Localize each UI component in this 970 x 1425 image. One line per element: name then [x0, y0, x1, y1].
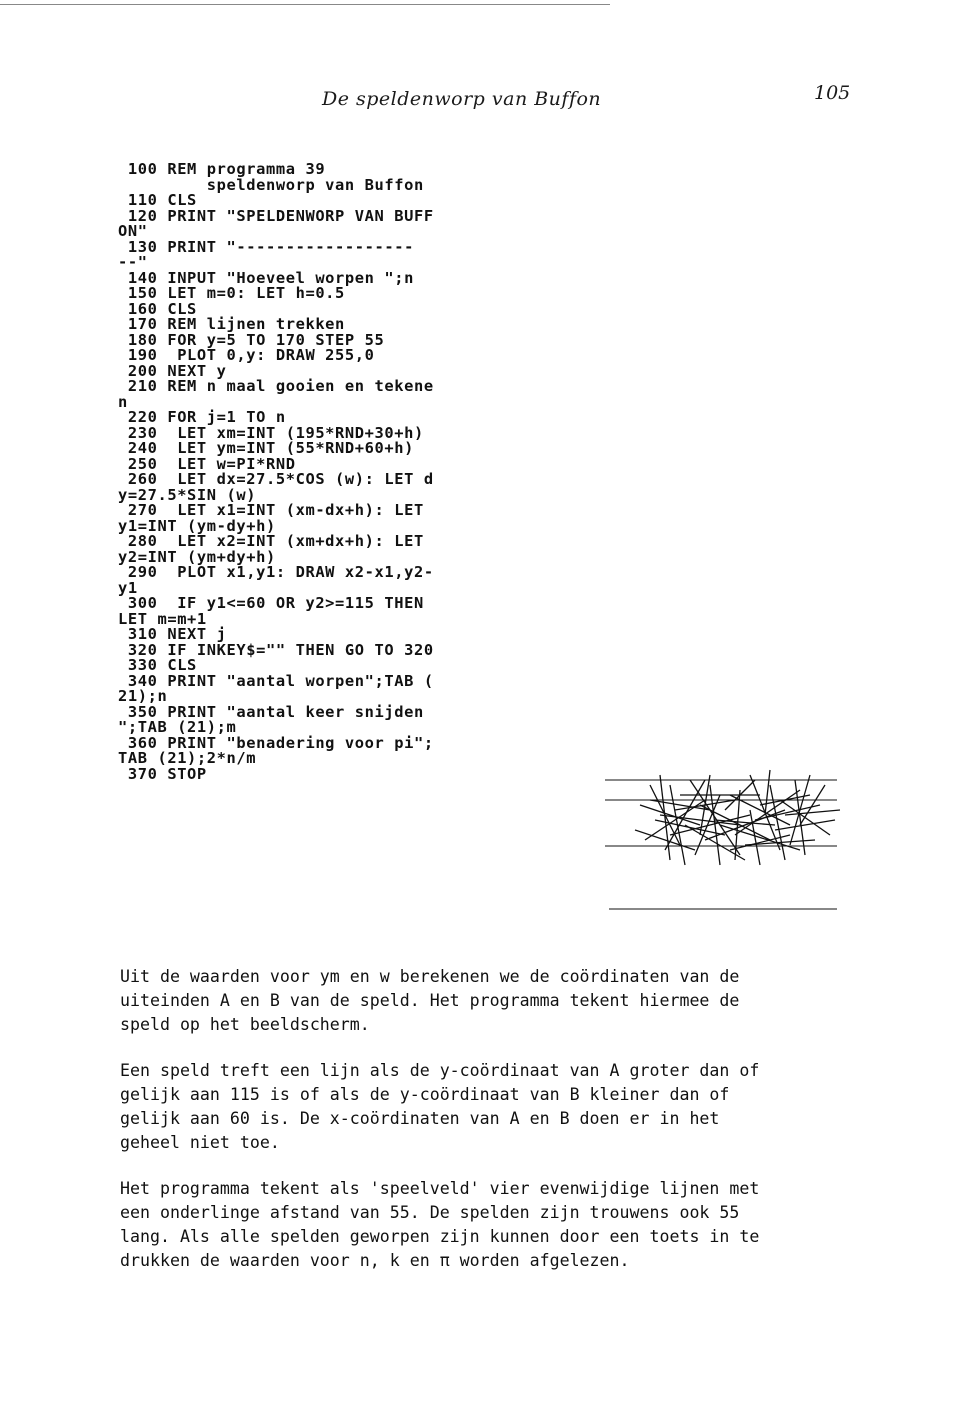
paragraph-line: een onderlinge afstand van 55. De spelden zijn trouwens ook 55: [120, 1203, 740, 1222]
code-line: n: [118, 392, 128, 411]
paragraph-line: gelijk aan 115 is of als de y-coördinaat van B kleiner dan of: [120, 1085, 730, 1104]
code-line: 150 LET m=0: LET h=0.5: [118, 284, 345, 302]
code-line: LET m=m+1: [118, 609, 207, 628]
code-line: speldenworp van Buffon: [118, 175, 424, 194]
needle: [660, 775, 670, 860]
paragraph-line: lang. Als alle spelden geworpen zijn kunnen door een toets in te: [120, 1227, 760, 1246]
code-line: 180 FOR y=5 TO 170 STEP 55: [118, 330, 385, 349]
paragraph-line: uiteinden A en B van de speld. Het programma tekent hiermee de: [120, 991, 740, 1010]
code-line: 100 REM programma 39: [118, 160, 326, 178]
running-title: De speldenworp van Buffon: [322, 88, 602, 110]
code-line: TAB (21);2*n/m: [118, 749, 257, 767]
paragraph-line: geheel niet toe.: [120, 1133, 280, 1152]
needle: [795, 780, 805, 855]
code-line: ON": [118, 222, 148, 240]
code-line: 120 PRINT "SPELDENWORP VAN BUFF: [118, 206, 434, 225]
paragraph-line: Het programma tekent als 'speelveld' vier evenwijdige lijnen met: [120, 1179, 760, 1198]
code-line: 140 INPUT "Hoeveel worpen ";n: [118, 268, 414, 287]
needle-group: [635, 770, 840, 865]
code-line: 130 PRINT "------------------: [118, 237, 414, 256]
code-line: y=27.5*SIN (w): [118, 485, 257, 504]
code-line: 340 PRINT "aantal worpen";TAB (: [118, 671, 434, 690]
code-line: 350 PRINT "aantal keer snijden: [118, 702, 424, 721]
needle: [770, 785, 785, 860]
code-line: 170 REM lijnen trekken: [118, 315, 345, 333]
code-line: y1: [118, 578, 138, 597]
code-line: 250 LET w=PI*RND: [118, 454, 296, 473]
code-line: 270 LET x1=INT (xm-dx+h): LET: [118, 501, 424, 519]
code-line: 320 IF INKEY$="" THEN GO TO 320: [118, 640, 434, 659]
code-line: 240 LET ym=INT (55*RND+60+h): [118, 439, 414, 457]
paragraph-3: [120, 1177, 840, 1273]
code-line: 370 STOP: [118, 764, 207, 783]
code-line: 360 PRINT "benadering voor pi";: [118, 733, 434, 752]
needle: [800, 785, 825, 825]
needle: [670, 785, 685, 865]
code-line: y1=INT (ym-dy+h): [118, 516, 276, 535]
paragraph-line: gelijk aan 60 is. De x-coördinaten van A en B doen er in het: [120, 1109, 720, 1128]
code-line: 280 LET x2=INT (xm+dx+h): LET: [118, 532, 424, 550]
code-line: 310 NEXT j: [118, 625, 227, 643]
paragraph-line: speld op het beeldscherm.: [120, 1015, 370, 1034]
code-line: 110 CLS: [118, 191, 197, 209]
code-line: 330 CLS: [118, 656, 197, 674]
top-rule: [0, 4, 610, 5]
code-line: 190 PLOT 0,y: DRAW 255,0: [118, 346, 375, 364]
code-line: y2=INT (ym+dy+h): [118, 547, 276, 566]
paragraph-line: drukken de waarden voor n, k en π worden afgelezen.: [120, 1251, 630, 1270]
page-number: 105: [814, 82, 851, 104]
paragraph-line: Een speld treft een lijn als de y-coördinaat van A groter dan of: [120, 1061, 760, 1080]
code-line: 300 IF y1<=60 OR y2>=115 THEN: [118, 594, 424, 612]
code-line: --": [118, 253, 148, 271]
code-line: 200 NEXT y: [118, 361, 227, 380]
buffon-needles-figure: [605, 750, 841, 920]
paragraph-line: Uit de waarden voor ym en w berekenen we de coördinaten van de: [120, 967, 740, 986]
code-line: 290 PLOT x1,y1: DRAW x2-x1,y2-: [118, 563, 434, 581]
paragraph-2: [120, 1059, 840, 1155]
code-line: 230 LET xm=INT (195*RND+30+h): [118, 423, 424, 442]
needle: [690, 780, 740, 855]
code-line: 220 FOR j=1 TO n: [118, 408, 286, 426]
code-line: ";TAB (21);m: [118, 718, 237, 736]
body-text: [120, 965, 840, 1295]
basic-program-listing: [118, 162, 548, 782]
needle: [640, 805, 700, 825]
code-line: 260 LET dx=27.5*COS (w): LET d: [118, 470, 434, 488]
needle: [765, 770, 770, 815]
code-line: 160 CLS: [118, 299, 197, 318]
needle: [790, 775, 810, 845]
code-line: 210 REM n maal gooien en tekene: [118, 377, 434, 395]
code-line: 21);n: [118, 687, 168, 705]
paragraph-1: [120, 965, 840, 1037]
needle: [635, 830, 695, 850]
